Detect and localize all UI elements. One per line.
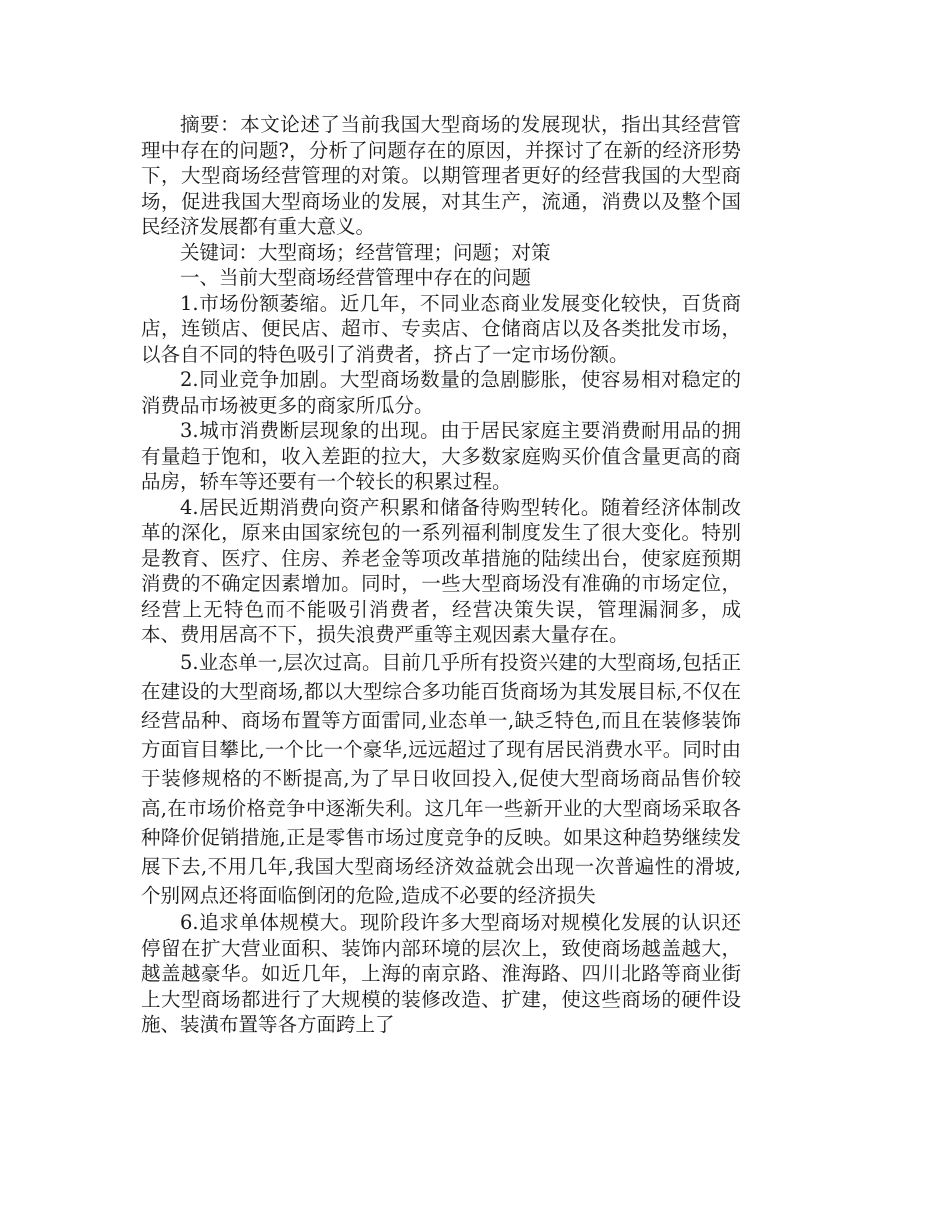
abstract-paragraph: 摘要：本文论述了当前我国大型商场的发展现状，指出其经营管理中存在的问题?，分析了问题存在的原因，并探讨了在新的经济形势下，大型商场经营管理的对策。以期管理者更好的经营我国的大型商场，促进我国大型商场业的发展，对其生产，流通，消费以及整个国民经济发展都有重大意义。 (141, 113, 741, 238)
keywords-paragraph: 关键词：大型商场；经营管理；问题；对策 (180, 240, 551, 264)
list-item-1: 1.市场份额萎缩。近几年，不同业态商业发展变化较快，百货商店，连锁店、便民店、超市、专卖店、仓储商店以及各类批发市场，以各自不同的特色吸引了消费者，挤占了一定市场份额。 (141, 291, 741, 366)
list-item-5: 5.业态单一,层次过高。目前几乎所有投资兴建的大型商场,包括正在建设的大型商场,都以大型综合多功能百货商场为其发展目标,不仅在经营品种、商场布置等方面雷同,业态单一,缺乏特色,而且在装修装饰方面盲目攀比,一个比一个豪华,远远超过了现有居民消费水平。同时由于装修规格的不断提高,为了早日收回投入,促使大型商场商品售价较高,在市场价格竞争中逐渐失利。这几年一些新开业的大型商场采取各种降价促销措施,正是零售市场过度竞争的反映。如果这种趋势继续发展下去,不用几年,我国大型商场经济效益就会出现一次普遍性的滑坡,个别网点还将面临倒闭的危险,造成不必要的经济损失 (141, 650, 741, 908)
document-body (141, 112, 741, 1038)
list-item-6: 6.追求单体规模大。现阶段许多大型商场对规模化发展的认识还停留在扩大营业面积、装饰内部环境的层次上，致使商场越盖越大，越盖越豪华。如近几年，上海的南京路、淮海路、四川北路等商业街上大型商场都进行了大规模的装修改造、扩建，使这些商场的硬件设施、装潢布置等各方面跨上了 (141, 911, 741, 1037)
list-item-2: 2.同业竞争加剧。大型商场数量的急剧膨胀，使容易相对稳定的消费品市场被更多的商家所瓜分。 (141, 368, 741, 417)
section-heading: 一、当前大型商场经营管理中存在的问题 (180, 266, 532, 289)
list-item-3: 3.城市消费断层现象的出现。由于居民家庭主要消费耐用品的拥有量趋于饱和，收入差距的拉大，大多数家庭购买价值含量更高的商品房，轿车等还要有一个较长的积累过程。 (141, 419, 741, 493)
list-item-4: 4.居民近期消费向资产积累和储备待购型转化。随着经济体制改革的深化，原来由国家统包的一系列福利制度发生了很大变化。特别是教育、医疗、住房、养老金等项改革措施的陆续出台，使家庭预期消费的不确定因素增加。同时，一些大型商场没有准确的市场定位，经营上无特色而不能吸引消费者，经营决策失误，管理漏洞多，成本、费用居高不下，损失浪费严重等主观因素大量存在。 (141, 495, 741, 646)
